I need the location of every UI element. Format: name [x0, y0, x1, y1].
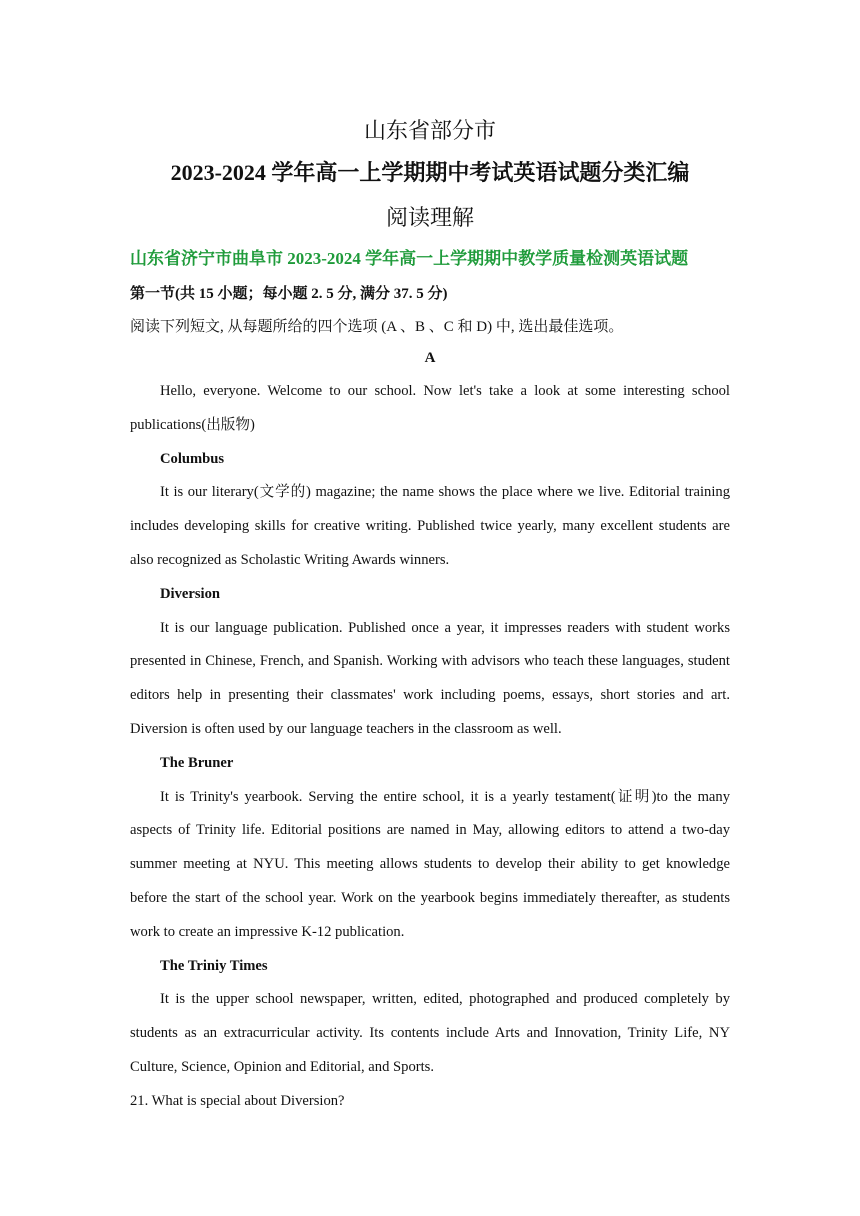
publication-description: It is Trinity's yearbook. Serving the entire school, it is a yearly testament(证明)to the many aspects of Trinity life. Editorial positions are named in May, allowing editors to attend a two-day summer meeting at NYU. This meeting allows students to develop their ability to get knowledge before the start of the school year. Work on the yearbook begins immediately thereafter, as students work to create an impressive K-12 publication. — [130, 788, 730, 940]
publication-heading: The Bruner — [160, 754, 234, 771]
publication-heading: The Triniy Times — [160, 957, 268, 974]
publication-heading: Columbus — [160, 450, 225, 467]
passage-label: A — [424, 350, 436, 366]
instruction-text: 阅读下列短文, 从每题所给的四个选项 (A 、B 、C 和 D) 中, 选出最佳选项。 — [130, 319, 624, 335]
publication-heading: Diversion — [160, 585, 220, 602]
title-exam: 2023-2024 学年高一上学期期中考试英语试题分类汇编 — [170, 160, 690, 185]
source-heading: 山东省济宁市曲阜市 2023-2024 学年高一上学期期中教学质量检测英语试题 — [130, 249, 689, 268]
publication-description: It is our literary(文学的) magazine; the name shows the place where we live. Editorial training includes developing skills for creative writing. Published twice yearly, many excellent students are also recognized as Scholastic Writing Awards winners. — [130, 484, 730, 568]
publication-description: It is our language publication. Published once a year, it impresses readers with student works presented in Chinese, French, and Spanish. Working with advisors who teach these languages, student editors help in presenting their classmates' work including poems, essays, short stories and art. Diversion is often used by our language teachers in the classroom as well. — [130, 619, 730, 737]
intro-paragraph: Hello, everyone. Welcome to our school. Now let's take a look at some interesting school publications(出版物) — [130, 383, 730, 433]
publication-description: It is the upper school newspaper, written, edited, photographed and produced completely by students as an extracurricular activity. Its contents include Arts and Innovation, Trinity Life, NY Culture, Science, Opinion and Editorial, and Sports. — [130, 991, 730, 1075]
section-heading: 第一节(共 15 小题；每小题 2. 5 分, 满分 37. 5 分) — [130, 286, 448, 302]
passage-body — [130, 375, 730, 1119]
question-text: 21. What is special about Diversion? — [130, 1092, 345, 1109]
title-region: 山东省部分市 — [363, 118, 496, 143]
title-section: 阅读理解 — [385, 205, 474, 230]
